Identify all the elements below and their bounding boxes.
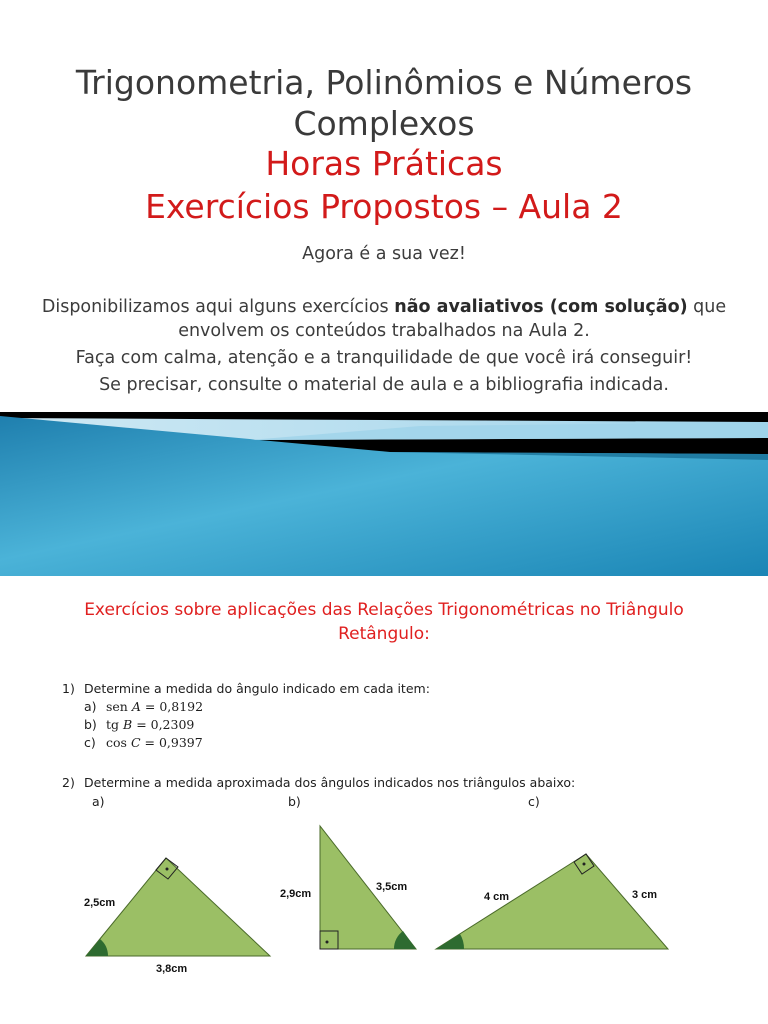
question-1-item-a: a) sen A = 0,8192 — [84, 699, 204, 714]
triangles-figure — [0, 806, 768, 1024]
question-1 — [62, 680, 430, 697]
slide-subtitle-line-2: Exercícios Propostos – Aula 2 — [145, 187, 623, 226]
paragraph-2: Faça com calma, atenção e a tranquilidade de que você irá conseguir! — [75, 348, 693, 368]
triangle-a-side-1: 2,5cm — [84, 897, 116, 909]
paragraph-1-end: que — [687, 297, 727, 317]
triangle-c-label: c) — [528, 794, 540, 809]
question-1-number: 1) — [62, 681, 75, 696]
triangle-a — [84, 858, 270, 975]
question-2 — [62, 774, 575, 791]
question-1-item-b: b) tg B = 0,2309 — [84, 717, 195, 732]
triangle-c — [436, 854, 668, 949]
question-1-item-c: c) cos C = 0,9397 — [84, 735, 203, 750]
slide-title-line-1: Trigonometria, Polinômios e Números — [75, 63, 693, 102]
triangle-b-label: b) — [288, 794, 301, 809]
paragraph-1 — [0, 296, 768, 319]
question-2-text: Determine a medida aproximada dos ângulos indicados nos triângulos abaixo: — [84, 775, 576, 790]
exercises-heading-line-2: Retângulo: — [338, 624, 430, 644]
paragraph-1-start: Disponibilizamos aqui alguns exercícios — [41, 297, 395, 317]
triangle-a-label: a) — [92, 794, 105, 809]
triangle-b-side-2: 3,5cm — [376, 881, 408, 893]
triangle-a-side-2: 3,8cm — [156, 963, 188, 975]
decorative-banner — [0, 412, 768, 576]
intro-text: Agora é a sua vez! — [302, 244, 466, 264]
slide-2 — [0, 576, 768, 1024]
triangle-b — [280, 826, 416, 949]
triangle-c-side-1: 4 cm — [484, 891, 510, 903]
triangle-c-side-2: 3 cm — [632, 889, 658, 901]
slide-title-line-2: Complexos — [293, 104, 475, 143]
exercises-heading — [0, 598, 768, 646]
triangle-b-side-1: 2,9cm — [280, 888, 312, 900]
paragraph-3: Se precisar, consulte o material de aula e a bibliografia indicada. — [99, 375, 669, 395]
slide-subtitle-line-1: Horas Práticas — [265, 144, 503, 183]
question-1-text: Determine a medida do ângulo indicado em cada item: — [84, 681, 430, 696]
paragraph-1-bold: não avaliativos (com solução) — [394, 297, 688, 317]
paragraph-1-line-2: envolvem os conteúdos trabalhados na Aula 2. — [178, 321, 590, 341]
question-2-number: 2) — [62, 775, 75, 790]
exercises-heading-line-1: Exercícios sobre aplicações das Relações Trigonométricas no Triângulo — [84, 600, 684, 620]
